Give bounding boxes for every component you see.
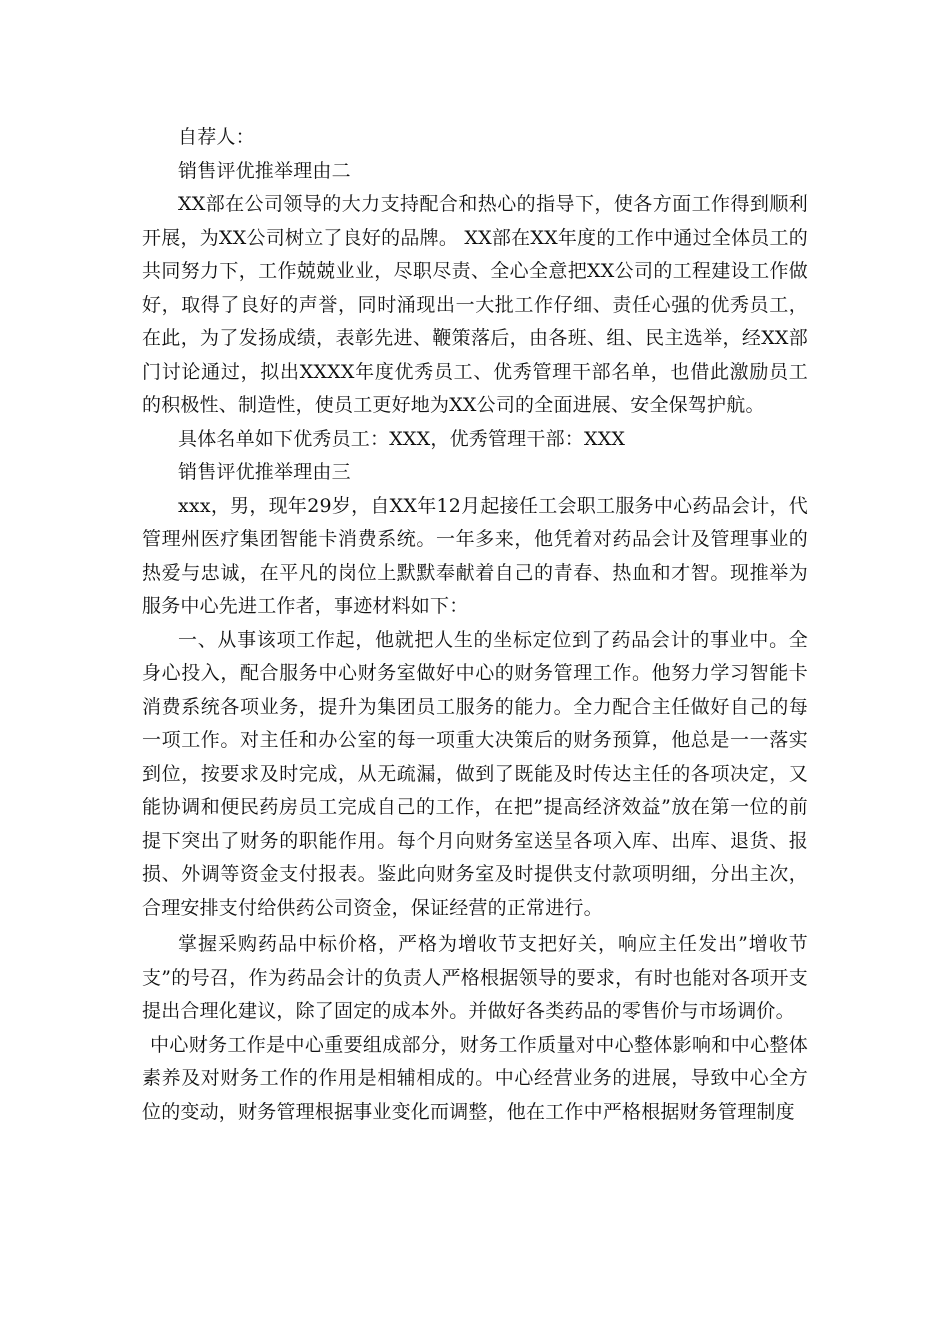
section-heading-two: 销售评优推举理由二 [178, 159, 351, 182]
paragraph-finance-work: 中心财务工作是中心重要组成部分，财务工作质量对中心整体影响和中心整体素养及对财务工作的作用是相辅相成的。中心经营业务的进展，导致中心全方位的变动，财务管理根据事业变化而调整，他在工作中严格根据财务管理制度 [142, 1033, 808, 1123]
section-heading-three: 销售评优推举理由三 [178, 461, 351, 483]
paragraph-name-list: 具体名单如下优秀员工：XXX，优秀管理干部：XXX [178, 427, 626, 450]
paragraph-procurement: 掌握采购药品中标价格，严格为增收节支把好关，响应主任发出”增收节支”的号召，作为药品会计的负责人严格根据领导的要求，有时也能对各项开支提出合理化建议，除了固定的成本外。并做好各类药品的零售价与市场调价。 [142, 933, 808, 1022]
paragraph-item-one: 一、从事该项工作起，他就把人生的坐标定位到了药品会计的事业中。全身心投入，配合服务中心财务室做好中心的财务管理工作。他努力学习智能卡消费系统各项业务，提升为集团员工服务的能力。全力配合主任做好自己的每一项工作。对主任和办公室的每一项重大决策后的财务预算，他总是一一落实到位，按要求及时完成，从无疏漏，做到了既能及时传达主任的各项决定，又能协调和便民药房员工完成自己的工作，在把”提高经济效益”放在第一位的前提下突出了财务的职能作用。每个月向财务室送呈各项入库、出库、退货、报损、外调等资金支付报表。鉴此向财务室及时提供支付款项明细，分出主次，合理安排支付给供药公司资金，保证经营的正常进行。 [142, 628, 808, 919]
document-body [142, 121, 808, 1129]
paragraph-department-recommendation: XX部在公司领导的大力支持配合和热心的指导下，使各方面工作得到顺利开展，为XX公司树立了良好的品牌。 XX部在XX年度的工作中通过全体员工的共同努力下，工作兢兢业业，尽职尽责、全心全意把XX公司的工程建设工作做好，取得了良好的声誉，同时涌现出一大批工作仔细、责任心强的优秀员工，在此，为了发扬成绩，表彰先进、鞭策落后，由各班、组、民主选举，经XX部门讨论通过，拟出XXXX年度优秀员工、优秀管理干部名单，也借此激励员工的积极性、制造性，使员工更好地为XX公司的全面进展、安全保驾护航。 [142, 193, 808, 416]
paragraph-candidate-intro: xxx，男，现年29岁，自XX年12月起接任工会职工服务中心药品会计，代管理州医疗集团智能卡消费系统。一年多来，他凭着对药品会计及管理事业的热爱与忠诚，在平凡的岗位上默默奉献着自己的青春、热血和才智。现推举为服务中心先进工作者，事迹材料如下： [142, 494, 808, 617]
self-recommender-label: 自荐人： [178, 126, 255, 148]
